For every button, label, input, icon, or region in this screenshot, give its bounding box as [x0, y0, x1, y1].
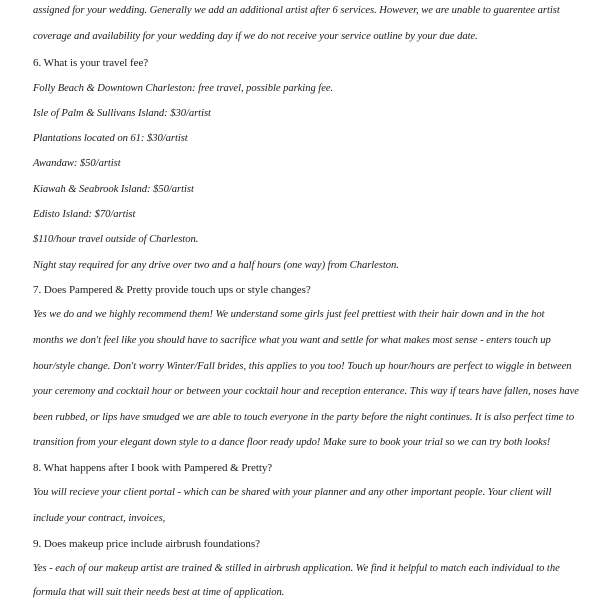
- answer-line: Folly Beach & Downtown Charleston: free travel, possible parking fee.: [33, 83, 334, 94]
- answer-line: Plantations located on 61: $30/artist: [33, 133, 188, 144]
- answer-line: your ceremony and cocktail hour or between your cocktail hour and reception enterance. This way if tears have fallen, noses have: [33, 386, 579, 397]
- answer-line: You will recieve your client portal - which can be shared with your planner and any other important people. Your client will: [33, 487, 552, 498]
- answer-line: transition from your elegant down style to a dance floor ready updo! Make sure to book your trial so we can try both looks!: [33, 437, 551, 448]
- intro-line-1: assigned for your wedding. Generally we add an additional artist after 6 services. However, we are unable to guarentee artist: [33, 5, 560, 16]
- answer-line: $110/hour travel outside of Charleston.: [33, 234, 199, 245]
- answer-line: Night stay required for any drive over two and a half hours (one way) from Charleston.: [33, 260, 399, 271]
- question-after-booking: 8. What happens after I book with Pampered & Pretty?: [33, 462, 273, 474]
- answer-line: Awandaw: $50/artist: [33, 158, 121, 169]
- answer-line: Edisto Island: $70/artist: [33, 209, 136, 220]
- answer-line: formula that will suit their needs best at time of application.: [33, 587, 285, 598]
- question-touch-ups: 7. Does Pampered & Pretty provide touch ups or style changes?: [33, 284, 311, 296]
- answer-line: Yes - each of our makeup artist are trained & stilled in airbrush application. We find it helpful to match each individual to the: [33, 563, 560, 574]
- question-airbrush: 9. Does makeup price include airbrush foundations?: [33, 538, 260, 550]
- answer-line: months we don't feel like you should have to sacrifice what you want and settle for what makes most sense - enters touch up: [33, 335, 551, 346]
- answer-line: Kiawah & Seabrook Island: $50/artist: [33, 184, 194, 195]
- intro-line-2: coverage and availability for your wedding day if we do not receive your service outline by your due date.: [33, 31, 478, 42]
- answer-line: Isle of Palm & Sullivans Island: $30/artist: [33, 108, 211, 119]
- answer-line: Yes we do and we highly recommend them! We understand some girls just feel prettiest with their hair down and in the hot: [33, 309, 545, 320]
- answer-line: hour/style change. Don't worry Winter/Fall brides, this applies to you too! Touch up hour/hours are perfect to wiggle in between: [33, 361, 572, 372]
- question-travel-fee: 6. What is your travel fee?: [33, 57, 149, 69]
- answer-line: include your contract, invoices,: [33, 513, 166, 524]
- answer-line: been rubbed, or lips have smudged we are able to touch everyone in the party before the night continues. It is also perfect time to: [33, 412, 575, 423]
